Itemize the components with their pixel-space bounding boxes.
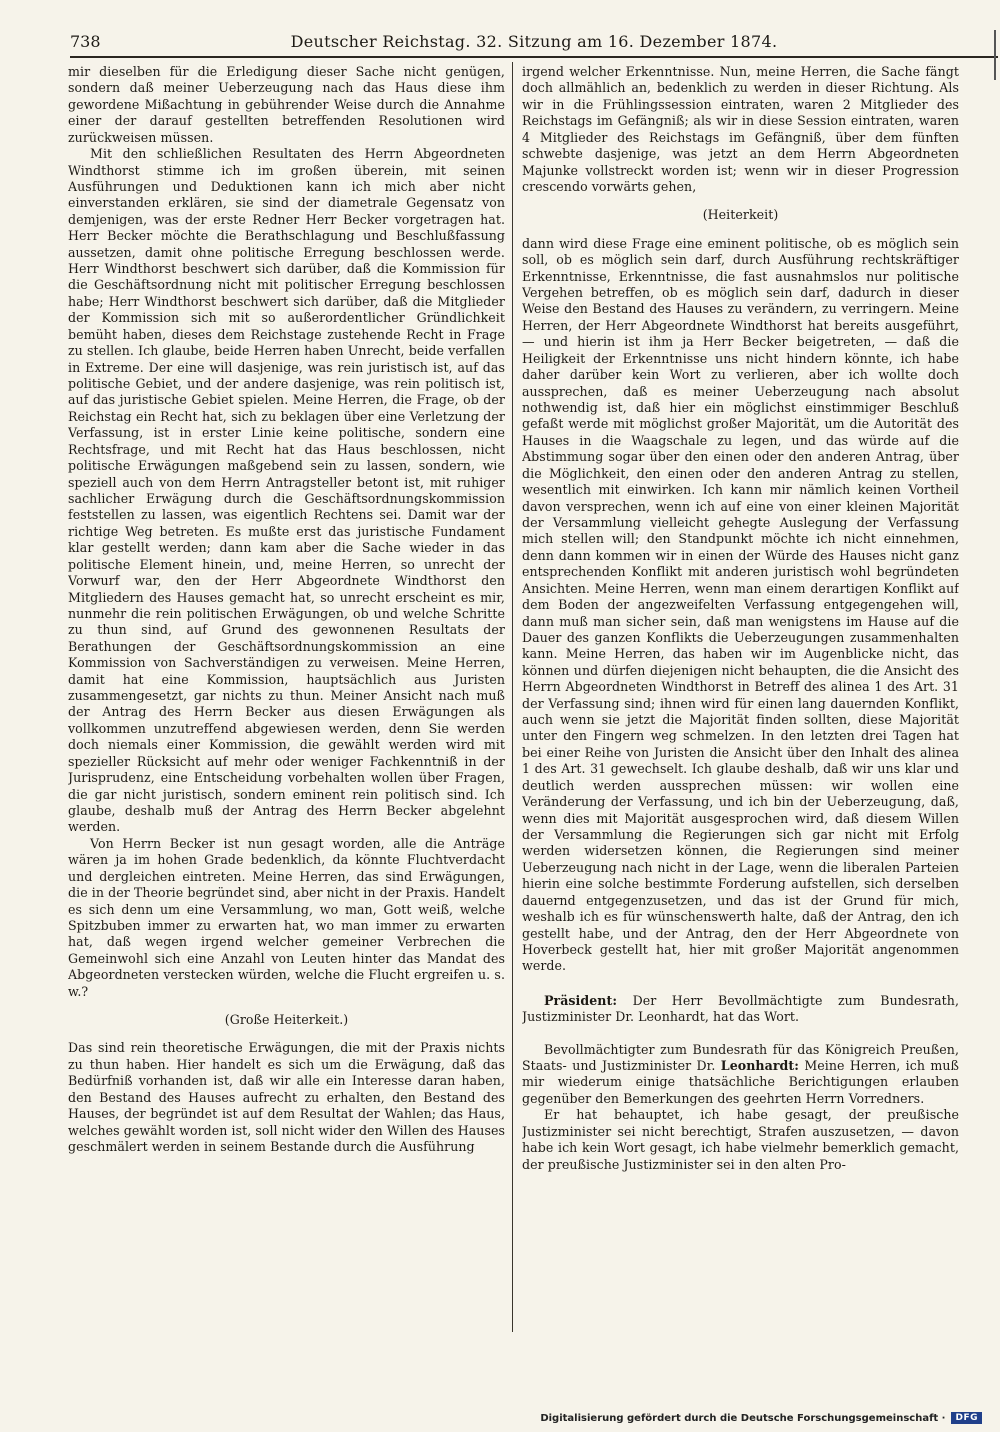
running-title: Deutscher Reichstag. 32. Sitzung am 16. Dezember 1874. xyxy=(290,32,778,51)
paragraph-text: (Große Heiterkeit.) xyxy=(224,1012,349,1028)
paragraph-text: Das sind rein theoretische Erwägungen, die mit der Praxis nichts zu thun haben. Hier handelt es sich um die Erwägung, daß das Bedürfniß vorhanden ist, daß wir alle ein Interesse daran haben, den Bestand des Hauses aufrecht zu erhalten, den Bestand des Hauses, der begründet ist auf dem Resultat der Wahlen; das Haus, welches gewählt worden ist, soll nicht wider den Willen des Hauses geschmälert werden in seinem Bestande durch die Ausführung xyxy=(68,1040,505,1154)
interjection xyxy=(522,207,959,223)
paragraph-text: Er hat behauptet, ich habe gesagt, der preußische Justizminister sei nicht berechtigt, Strafen auszusetzen, — davon habe ich kein Wort gesagt, ich habe vielmehr bemerklich gemacht, der preußische Justizminister sei in den alten Pro- xyxy=(522,1107,959,1172)
paragraph-text: Meine Herren, ich muß mir wiederum einige thatsächliche Berichtigungen erlauben gegenüber den Bemerkungen des geehrten Herrn Vorredners. xyxy=(522,1058,959,1106)
page-header xyxy=(70,30,998,58)
speaker-paragraph xyxy=(522,993,959,1026)
paragraph-text: Mit den schließlichen Resultaten des Herrn Abgeordneten Windthorst stimme ich im großen überein, mit seinen Ausführungen und Deduktionen kann ich mich aber nicht einverstanden erklären, sie sind der diametrale Gegensatz von demjenigen, was der erste Redner Herr Becker vorgetragen hat. Herr Becker möchte die Berathschlagung und Beschlußfassung aussetzen, damit ohne politische Erregung beschlossen werde. Herr Windthorst beschwert sich darüber, daß die Kommission für die Geschäftsordnung nicht mit politischer Erregung beschlossen habe; Herr Windthorst beschwert sich darüber, daß die Mitglieder der Kommission sich mit so außerordentlicher Gründlichkeit bemüht haben, dieses dem Reichstage zustehende Recht in Frage zu stellen. Ich glaube, beide Herren haben Unrecht, beide verfallen in Extreme. Der eine will dasjenige, was rein juristisch ist, auf das politische Gebiet, und der andere dasjenige, was rein politisch ist, auf das juristische Gebiet spielen. Meine Herren, die Frage, ob der Reichstag ein Recht hat, sich zu beklagen über eine Verletzung der Verfassung, ist in erster Linie keine politische, sondern eine Rechtsfrage, und mit Recht hat das Haus beschlossen, nicht politische Erwägungen maßgebend sein zu lassen, sondern, wie speziell auch von dem Herrn Antragsteller betont ist, mit ruhiger sachlicher Erwägung durch die Geschäftsordnungskommission feststellen zu lassen, was eigentlich Rechtens sei. Damit war der richtige Weg betreten. Es mußte erst das juristische Fundament klar gestellt werden; dann kam aber die Sache wieder in das politische Element hinein, und, meine Herren, so unrecht der Vorwurf war, den der Herr Abgeordnete Windthorst den Mitgliedern des Hauses gemacht hat, so unrecht erscheint es mir, nunmehr die rein politischen Erwägungen, ob und welche Schritte zu thun sind, auf Grund des gewonnenen Resultats der Berathungen der Geschäftsordnungskommission an eine Kommission von Sachverständigen zu verweisen. Meine Herren, damit hat eine Kommission, hauptsächlich aus Juristen zusammengesetzt, gar nichts zu thun. Meiner Ansicht nach muß der Antrag des Herrn Becker aus diesen Erwägungen als vollkommen unzutreffend abgewiesen werden, denn Sie werden doch niemals einer Kommission, die gewählt werden wird mit spezieller Rücksicht auf mehr oder weniger Fachkenntniß in der Jurisprudenz, eine Entscheidung vorbehalten wollen über Fragen, die gar nicht juristisch, sondern eminent rein politisch sind. Ich glaube, deshalb muß der Antrag des Herrn Becker abgelehnt werden. xyxy=(68,146,505,835)
paragraph xyxy=(68,836,505,1000)
paragraph-text: dann wird diese Frage eine eminent politische, ob es möglich sein soll, ob es möglich sein darf, durch Ausführung rechtskräftiger Erkenntnisse, Erkenntnisse, die fast ausnahmslos nur politische Vergehen betreffen, ob es möglich sein darf, dadurch in dieser Weise den Bestand des Hauses zu verändern, zu verringern. Meine Herren, der Herr Abgeordnete Windthorst hat bereits ausgeführt, — und hierin ist ihm ja Herr Becker beigetreten, — daß die Heiligkeit der Erkenntnisse uns nicht hindern könnte, ich habe daher darüber kein Wort zu verlieren, aber ich wollte doch aussprechen, daß es meiner Ueberzeugung nach absolut nothwendig ist, daß hier ein möglichst einstimmiger Beschluß gefaßt werde mit möglichst großer Majorität, um die Autorität des Hauses in die Waagschale zu legen, und das würde auf die Abstimmung sogar über den einen oder den anderen Antrag, über die Möglichkeit, den einen oder den anderen Antrag zu stellen, wesentlich mit einwirken. Ich kann mir nämlich keinen Vortheil davon versprechen, wenn ich auf eine von einer kleinen Majorität der Versammlung vielleicht gehegte Auslegung der Verfassung mich stellen will; den Standpunkt möchte ich nicht einnehmen, denn dann kommen wir in einen der Würde des Hauses nicht ganz entsprechenden Konflikt mit anderen juristisch wohl begründeten Ansichten. Meine Herren, wenn man einem derartigen Konflikt auf dem Boden der angezweifelten Verfassung entgegengehen will, dann muß man sicher sein, daß man wenigstens im Hause auf die Dauer des ganzen Konflikts die Ueberzeugungen zusammenhalten kann. Meine Herren, das haben wir im Augenblicke nicht, das können und dürfen diejenigen nicht behaupten, die die Ansicht des Herrn Abgeordneten Windthorst in Betreff des alinea 1 des Art. 31 der Verfassung sind; ihnen wird für einen lang dauernden Konflikt, auch wenn sie jetzt die Majorität finden sollten, diese Majorität unter den Fingern weg schmelzen. In den letzten drei Tagen hat bei einer Reihe von Juristen die Ansicht über den Inhalt des alinea 1 des Art. 31 gewechselt. Ich glaube deshalb, daß wir uns klar und deutlich werden aussprechen müssen: wir wollen eine Veränderung der Verfassung, und ich bin der Ueberzeugung, daß, wenn dies mit Majorität ausgesprochen wird, daß diesem Willen der Versammlung die Regierungen sich gar nicht mit Erfolg werden widersetzen können, die Regierungen sind meiner Ueberzeugung nach nicht in der Lage, wenn die liberalen Parteien hierin eine solche bestimmte Forderung aufstellen, sich derselben dauernd entgegenzusetzen, und das ist der Grund für mich, weshalb ich es für wünschenswerth halte, daß der Antrag, den ich gestellt habe, und der Antrag, den der Herr Abgeordnete von Hoverbeck gestellt hat, hier mit großer Majorität angenommen werde. xyxy=(522,235,959,974)
left-column xyxy=(68,64,505,1379)
footer-text: Digitalisierung gefördert durch die Deutsche Forschungsgemeinschaft · xyxy=(540,1412,946,1424)
page-number: 738 xyxy=(70,32,101,51)
paragraph xyxy=(68,146,505,836)
speaker-name: Präsident: xyxy=(544,992,618,1008)
paragraph xyxy=(68,64,505,146)
speaker-name: Leonhardt: xyxy=(720,1058,799,1074)
paragraph xyxy=(522,64,959,195)
interjection xyxy=(68,1012,505,1028)
scan-edge-mark xyxy=(994,30,996,80)
column-divider xyxy=(512,62,513,1332)
right-column xyxy=(522,64,959,1379)
speaker-title: Bevollmächtigter zum Bundesrath für das Königreich Preußen, Staats- und Justizminister Dr. xyxy=(522,1041,959,1074)
paragraph-text: (Heiterkeit) xyxy=(702,207,779,223)
paragraph-text: Von Herrn Becker ist nun gesagt worden, alle die Anträge wären ja im hohen Grade bedenklich, da könnte Fluchtverdacht und dergleichen eintreten. Meine Herren, das sind Erwägungen, die in der Theorie begründet sind, aber nicht in der Praxis. Handelt es sich denn um eine Versammlung, wo man, Gott weiß, welche Spitzbuben immer zu erwarten hat, wo man immer zu erwarten hat, daß wegen irgend welcher gemeiner Verbrechen die Gemeinwohl sich eine Anzahl von Leuten hinter das Mandat des Abgeordneten verstecken würden, welche die Flucht ergreifen u. s. w.? xyxy=(68,835,505,999)
paragraph-text: mir dieselben für die Erledigung dieser Sache nicht genügen, sondern daß meiner Ueberzeugung nach das Haus diese ihm gewordene Mißachtung in gebührender Weise durch die Annahme einer der darauf gestellten betreffenden Resolutionen wird zurückweisen müssen. xyxy=(68,64,505,145)
footer-credit xyxy=(540,1412,982,1424)
paragraph xyxy=(522,236,959,975)
paragraph-text: irgend welcher Erkenntnisse. Nun, meine Herren, die Sache fängt doch allmählich an, bedenklich zu werden in dieser Richtung. Als wir in die Frühlingssession eintraten, waren 2 Mitglieder des Reichstags im Gefängniß; als wir in diese Session eintraten, waren 4 Mitglieder des Reichstags im Gefängniß, über dem fünften schwebte dasjenige, was jetzt an dem Herrn Abgeordneten Majunke vollstreckt worden ist; wenn wir in dieser Progression crescendo vorwärts gehen, xyxy=(522,64,959,194)
dfg-logo: DFG xyxy=(951,1412,982,1424)
paragraph xyxy=(522,1107,959,1173)
paragraph-text: Der Herr Bevollmächtigte zum Bundesrath, Justizminister Dr. Leonhardt, hat das Wort. xyxy=(522,992,959,1025)
paragraph xyxy=(68,1040,505,1155)
speaker-paragraph xyxy=(522,1042,959,1108)
